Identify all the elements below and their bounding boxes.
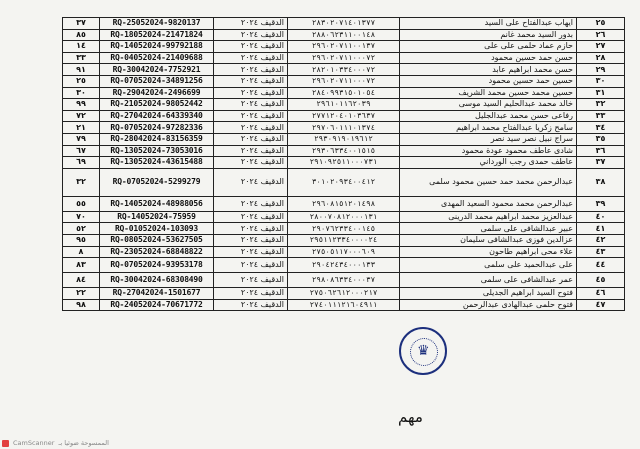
national-id-cell: ٢٨٤٠٩٩٣١٥٠١٠٥٤ [288, 87, 400, 99]
category-cell: الدقيف ٢٠٢٤ [214, 110, 288, 122]
table-row [63, 75, 625, 87]
request-code-cell: RQ-24052024-70671772 [100, 299, 214, 311]
category-cell: الدقيف ٢٠٢٤ [214, 258, 288, 273]
category-cell: الدقيف ٢٠٢٤ [214, 64, 288, 76]
national-id-cell: ٢٩٦٠٢٠٧١١٠٠١٣٧ [288, 41, 400, 53]
count-cell: ٨٤ [63, 273, 100, 288]
table-row [63, 52, 625, 64]
category-cell: الدقيف ٢٠٢٤ [214, 196, 288, 211]
request-code-cell: RQ-18052024-21471824 [100, 29, 214, 41]
category-cell: الدقيف ٢٠٢٤ [214, 157, 288, 169]
name-cell: عبدالرحمن محمد حمد حسين محمود سلمى [400, 168, 577, 196]
national-id-cell: ٢٨٠٠٧٠٨١٢٠٠٠١٣١ [288, 211, 400, 223]
category-cell: الدقيف ٢٠٢٤ [214, 41, 288, 53]
row-number-cell: ٢٦ [577, 29, 625, 41]
request-code-cell: RQ-29042024-2496699 [100, 87, 214, 99]
row-number-cell: ٢٧ [577, 41, 625, 53]
category-cell: الدقيف ٢٠٢٤ [214, 273, 288, 288]
official-seal-icon [399, 327, 447, 375]
row-number-cell: ٢٥ [577, 18, 625, 30]
name-cell: حازم عماد حلمى على على [400, 41, 577, 53]
row-number-cell: ٣٧ [577, 157, 625, 169]
name-cell: عزالدين فوزى عبدالشافى سليمان [400, 234, 577, 246]
table-row [63, 18, 625, 30]
name-cell: سراج نبيل نصر سيد نصر [400, 133, 577, 145]
national-id-cell: ٢٩٨٠٨٦٣٣٤٠٠٠٣٧ [288, 273, 400, 288]
row-number-cell: ٤٢ [577, 234, 625, 246]
request-code-cell: RQ-23052024-68848822 [100, 246, 214, 258]
table-row [63, 145, 625, 157]
row-number-cell: ٣٨ [577, 168, 625, 196]
watermark-caption: الممسوحة ضوئيا بـ [58, 439, 109, 447]
row-number-cell: ٣٥ [577, 133, 625, 145]
row-number-cell: ٣٤ [577, 122, 625, 134]
row-number-cell: ٤٤ [577, 258, 625, 273]
category-cell: الدقيف ٢٠٢٤ [214, 234, 288, 246]
table-row [63, 133, 625, 145]
table-row [63, 168, 625, 196]
request-code-cell: RQ-04052024-21409688 [100, 52, 214, 64]
request-code-cell: RQ-14052024-75959 [100, 211, 214, 223]
count-cell: ٦٧ [63, 145, 100, 157]
request-code-cell: RQ-25052024-9820137 [100, 18, 214, 30]
category-cell: الدقيف ٢٠٢٤ [214, 29, 288, 41]
request-code-cell: RQ-01052024-103093 [100, 223, 214, 235]
table-row [63, 288, 625, 300]
name-cell: خالد محمد عبدالحليم السيد موسى [400, 99, 577, 111]
row-number-cell: ٤٦ [577, 288, 625, 300]
row-number-cell: ٤١ [577, 223, 625, 235]
name-cell: حسين محمد حسين محمد الشريف [400, 87, 577, 99]
request-code-cell: RQ-07052024-34891256 [100, 75, 214, 87]
table-row [63, 87, 625, 99]
request-code-cell: RQ-30042024-68308490 [100, 273, 214, 288]
national-id-cell: ٢٩٣٠٩١٩٠١٩٦١٢ [288, 133, 400, 145]
request-code-cell: RQ-27042024-64339340 [100, 110, 214, 122]
count-cell: ٩٨ [63, 299, 100, 311]
count-cell: ٢٥ [63, 75, 100, 87]
count-cell: ٣٣ [63, 52, 100, 64]
table-row [63, 64, 625, 76]
count-cell: ٩١ [63, 64, 100, 76]
category-cell: الدقيف ٢٠٢٤ [214, 52, 288, 64]
national-id-cell: ٢٩١٠٩٢٥١١٠٠٠٧٣١ [288, 157, 400, 169]
national-id-cell: ٣٠١٠٢٠٩٣٤٠٠٤١٢ [288, 168, 400, 196]
count-cell: ٨٥ [63, 29, 100, 41]
count-cell: ٦٩ [63, 157, 100, 169]
category-cell: الدقيف ٢٠٢٤ [214, 18, 288, 30]
name-cell: سامح زكريا عبدالفتاح محمد ابراهيم [400, 122, 577, 134]
national-id-cell: ٢٩٠٤٢٤٣٤٠٠٠١٣٣ [288, 258, 400, 273]
request-code-cell: RQ-08052024-53627505 [100, 234, 214, 246]
row-number-cell: ٣٦ [577, 145, 625, 157]
table-row [63, 110, 625, 122]
request-code-cell: RQ-28042024-83156359 [100, 133, 214, 145]
count-cell: ٣٧ [63, 18, 100, 30]
request-code-cell: RQ-30042024-7752921 [100, 64, 214, 76]
category-cell: الدقيف ٢٠٢٤ [214, 145, 288, 157]
row-number-cell: ٣٣ [577, 110, 625, 122]
count-cell: ٢٢ [63, 288, 100, 300]
request-code-cell: RQ-07052024-93953178 [100, 258, 214, 273]
row-number-cell: ٣٩ [577, 196, 625, 211]
row-number-cell: ٤٥ [577, 273, 625, 288]
request-code-cell: RQ-13052024-43615488 [100, 157, 214, 169]
table-row [63, 196, 625, 211]
name-cell: عبدالرحمن محمد محمود السعيد المهدى [400, 196, 577, 211]
count-cell: ٧٠ [63, 211, 100, 223]
row-number-cell: ٤٧ [577, 299, 625, 311]
name-cell: حسين حمد حسين محمود [400, 75, 577, 87]
table-row [63, 273, 625, 288]
national-id-cell: ٢٩٦٠٢٠٧١١٠٠٠٧٢ [288, 75, 400, 87]
national-id-cell: ٢٧٤٠١١١٢١٦٠٤٩١١ [288, 299, 400, 311]
table-row [63, 29, 625, 41]
table-row [63, 211, 625, 223]
request-code-cell: RQ-14052024-99792188 [100, 41, 214, 53]
count-cell: ٨ [63, 246, 100, 258]
row-number-cell: ٤٣ [577, 246, 625, 258]
table-row [63, 157, 625, 169]
table-row [63, 246, 625, 258]
category-cell: الدقيف ٢٠٢٤ [214, 122, 288, 134]
table-row [63, 258, 625, 273]
count-cell: ٣٢ [63, 168, 100, 196]
table-row [63, 234, 625, 246]
count-cell: ٩٩ [63, 99, 100, 111]
count-cell: ٧٩ [63, 133, 100, 145]
request-code-cell: RQ-13052024-73053016 [100, 145, 214, 157]
request-code-cell: RQ-21052024-98052442 [100, 99, 214, 111]
table-row [63, 299, 625, 311]
row-number-cell: ٢٨ [577, 52, 625, 64]
name-cell: عبير عبدالشافى على سلمى [400, 223, 577, 235]
category-cell: الدقيف ٢٠٢٤ [214, 211, 288, 223]
row-number-cell: ٣٠ [577, 75, 625, 87]
national-id-cell: ٢٩٦٠٨١٥١٢٠١٤٩٨ [288, 196, 400, 211]
national-id-cell: ٢٧٥٠٥١١٧٠٠٠٦٠٩ [288, 246, 400, 258]
table-row [63, 41, 625, 53]
name-cell: رفاعى حسن محمد عبدالجليل [400, 110, 577, 122]
name-cell: حسن حمد حسين محمود [400, 52, 577, 64]
table-body [63, 18, 625, 311]
name-cell: عبدالعزيز محمد ابراهيم محمد الدرينى [400, 211, 577, 223]
national-id-cell: ٢٩٦١٠١١٦٢٠٣٩ [288, 99, 400, 111]
row-number-cell: ٣١ [577, 87, 625, 99]
national-id-cell: ٢٩٠٧٦٢٣٣٤٠٠١٤٥ [288, 223, 400, 235]
category-cell: الدقيف ٢٠٢٤ [214, 246, 288, 258]
category-cell: الدقيف ٢٠٢٤ [214, 133, 288, 145]
category-cell: الدقيف ٢٠٢٤ [214, 223, 288, 235]
count-cell: ٥٢ [63, 223, 100, 235]
row-number-cell: ٢٩ [577, 64, 625, 76]
category-cell: الدقيف ٢٠٢٤ [214, 299, 288, 311]
document-sheet [62, 17, 624, 311]
category-cell: الدقيف ٢٠٢٤ [214, 168, 288, 196]
count-cell: ٨٣ [63, 258, 100, 273]
count-cell: ١٤ [63, 41, 100, 53]
camscanner-logo-icon [2, 440, 9, 447]
category-cell: الدقيف ٢٠٢٤ [214, 87, 288, 99]
name-cell: فتوح السيد ابراهيم الجديلى [400, 288, 577, 300]
request-code-cell: RQ-27042024-1501677 [100, 288, 214, 300]
name-cell: فتوح حلمى عبدالهادى عبدالرحمن [400, 299, 577, 311]
national-id-cell: ٢٧٥٠٦٢٦١٢٠٠٠٢١٧ [288, 288, 400, 300]
category-cell: الدقيف ٢٠٢٤ [214, 99, 288, 111]
national-id-cell: ٢٨٢٠١٠٣٣٤٠٠٠٧٢ [288, 64, 400, 76]
eagle-icon: ♛ [417, 343, 430, 359]
applicants-table [62, 17, 625, 311]
table-row [63, 99, 625, 111]
watermark-app: CamScanner [13, 439, 55, 447]
name-cell: عمر عبدالشافى على سلمى [400, 273, 577, 288]
request-code-cell: RQ-07052024-97282336 [100, 122, 214, 134]
name-cell: حسن محمد ابراهيم عابد [400, 64, 577, 76]
national-id-cell: ٢٩٥١١٢٣٣٤٠٠٠٠٢٤ [288, 234, 400, 246]
name-cell: علاء محى ابراهيم طاحون [400, 246, 577, 258]
name-cell: شادى عاطف محمود عودة محمود [400, 145, 577, 157]
row-number-cell: ٤٠ [577, 211, 625, 223]
national-id-cell: ٢٩٣٠٦٣٣٤٠٠١٥١٥ [288, 145, 400, 157]
name-cell: بدور السيد محمد غانم [400, 29, 577, 41]
handwritten-signature: مهم [398, 408, 423, 426]
table-row [63, 122, 625, 134]
national-id-cell: ٢٩٦٠٢٠٧١١٠٠٠٧٢ [288, 52, 400, 64]
national-id-cell: ٢٧٧١٢٠٤٠١٠٣٦٣٧ [288, 110, 400, 122]
name-cell: ايهاب عبدالفتاح على السيد [400, 18, 577, 30]
count-cell: ٢١ [63, 122, 100, 134]
count-cell: ٣٠ [63, 87, 100, 99]
national-id-cell: ٢٨٣٠٢٠٧١٤٠١٣٧٧ [288, 18, 400, 30]
name-cell: عاطف حمدى رجب الورداني [400, 157, 577, 169]
scanner-watermark [2, 439, 109, 447]
row-number-cell: ٣٢ [577, 99, 625, 111]
count-cell: ٥٥ [63, 196, 100, 211]
count-cell: ٧٢ [63, 110, 100, 122]
request-code-cell: RQ-07052024-5299279 [100, 168, 214, 196]
category-cell: الدقيف ٢٠٢٤ [214, 75, 288, 87]
count-cell: ٩٥ [63, 234, 100, 246]
table-row [63, 223, 625, 235]
name-cell: على عبدالحميد على سلمى [400, 258, 577, 273]
national-id-cell: ٢٩٧٠٦٠١١١٠١٣٧٤ [288, 122, 400, 134]
national-id-cell: ٢٨٨٠٦٢٣١١٠٠١٤٨ [288, 29, 400, 41]
request-code-cell: RQ-14052024-48988056 [100, 196, 214, 211]
category-cell: الدقيف ٢٠٢٤ [214, 288, 288, 300]
